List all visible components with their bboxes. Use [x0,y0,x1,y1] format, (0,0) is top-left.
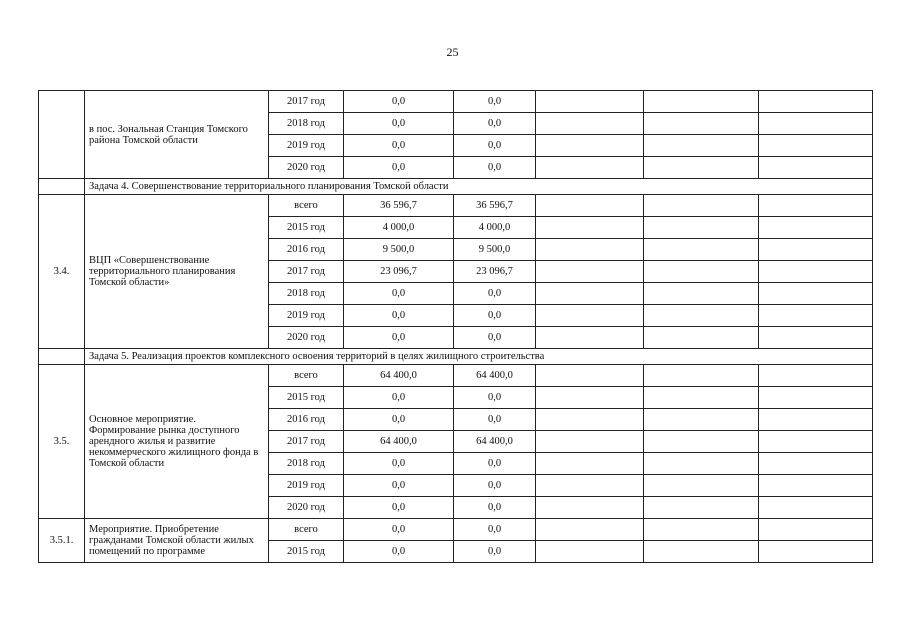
total-cell: 0,0 [344,519,454,541]
empty-cell [644,409,759,431]
empty-cell [759,305,873,327]
year-cell: 2017 год [269,431,344,453]
budget-cell: 0,0 [454,327,536,349]
task-title: Задача 5. Реализация проектов комплексного освоения территорий в целях жилищного строительства [85,349,873,365]
budget-cell: 9 500,0 [454,239,536,261]
budget-cell: 4 000,0 [454,217,536,239]
empty-cell [759,497,873,519]
item-name-cell: Основное мероприятие. Формирование рынка доступного арендного жилья и развитие некоммерческого жилищного фонда в Томской области [85,365,269,519]
empty-cell [536,497,644,519]
empty-cell [759,157,873,179]
empty-cell [644,113,759,135]
budget-cell: 0,0 [454,541,536,563]
item-number-cell: 3.5. [39,365,85,519]
empty-cell [644,327,759,349]
budget-cell: 36 596,7 [454,195,536,217]
year-cell: всего [269,195,344,217]
budget-table [38,90,873,563]
year-cell: 2016 год [269,409,344,431]
empty-cell [536,541,644,563]
total-cell: 0,0 [344,387,454,409]
year-cell: 2015 год [269,217,344,239]
total-cell: 0,0 [344,453,454,475]
empty-cell [644,217,759,239]
empty-cell [759,113,873,135]
budget-cell: 0,0 [454,409,536,431]
empty-cell [536,135,644,157]
budget-cell: 64 400,0 [454,365,536,387]
empty-cell [644,453,759,475]
total-cell: 64 400,0 [344,365,454,387]
empty-cell [644,157,759,179]
empty-cell [759,475,873,497]
empty-cell [644,261,759,283]
empty-cell [759,283,873,305]
empty-cell [536,261,644,283]
total-cell: 9 500,0 [344,239,454,261]
empty-cell [759,135,873,157]
budget-cell: 0,0 [454,497,536,519]
budget-cell: 0,0 [454,135,536,157]
year-cell: 2019 год [269,475,344,497]
empty-cell [644,365,759,387]
year-cell: 2019 год [269,305,344,327]
empty-cell [759,91,873,113]
year-cell: 2017 год [269,91,344,113]
budget-cell: 64 400,0 [454,431,536,453]
total-cell: 0,0 [344,135,454,157]
empty-cell [644,195,759,217]
task-title: Задача 4. Совершенствование территориального планирования Томской области [85,179,873,195]
empty-cell [536,305,644,327]
year-cell: 2018 год [269,113,344,135]
table-row [39,195,873,217]
empty-cell [536,365,644,387]
empty-cell [644,135,759,157]
empty-cell [759,409,873,431]
empty-cell [759,387,873,409]
year-cell: 2019 год [269,135,344,157]
total-cell: 0,0 [344,541,454,563]
empty-cell [644,283,759,305]
empty-cell [759,365,873,387]
budget-cell: 0,0 [454,519,536,541]
total-cell: 0,0 [344,305,454,327]
empty-cell [536,157,644,179]
year-cell: 2020 год [269,497,344,519]
total-cell: 0,0 [344,283,454,305]
total-cell: 0,0 [344,327,454,349]
empty-cell [644,305,759,327]
budget-cell: 23 096,7 [454,261,536,283]
page-number: 25 [446,45,459,59]
budget-cell: 0,0 [454,453,536,475]
year-cell: 2018 год [269,453,344,475]
total-cell: 0,0 [344,409,454,431]
item-number-cell: 3.4. [39,195,85,349]
task-row [39,179,873,195]
item-name-cell: ВЦП «Совершенствование территориального планирования Томской области» [85,195,269,349]
empty-cell [644,475,759,497]
empty-cell [536,519,644,541]
empty-cell [536,91,644,113]
year-cell: всего [269,365,344,387]
empty-cell [536,283,644,305]
empty-cell [644,239,759,261]
empty-cell [644,431,759,453]
empty-cell [759,327,873,349]
budget-cell: 0,0 [454,305,536,327]
empty-cell [759,431,873,453]
empty-cell [759,453,873,475]
year-cell: 2015 год [269,541,344,563]
year-cell: 2018 год [269,283,344,305]
year-cell: 2016 год [269,239,344,261]
item-number-cell: 3.5.1. [39,519,85,563]
total-cell: 36 596,7 [344,195,454,217]
total-cell: 64 400,0 [344,431,454,453]
empty-cell [759,519,873,541]
budget-cell: 0,0 [454,113,536,135]
total-cell: 0,0 [344,113,454,135]
empty-cell [644,91,759,113]
empty-cell [536,195,644,217]
empty-cell [39,349,85,365]
total-cell: 23 096,7 [344,261,454,283]
item-name-cell: в пос. Зональная Станция Томского района Томской области [85,91,269,179]
year-cell: всего [269,519,344,541]
empty-cell [536,239,644,261]
empty-cell [759,195,873,217]
empty-cell [536,387,644,409]
item-name-cell: Мероприятие. Приобретение гражданами Томской области жилых помещений по программе [85,519,269,563]
empty-cell [536,431,644,453]
empty-cell [759,541,873,563]
empty-cell [536,453,644,475]
empty-cell [39,179,85,195]
budget-cell: 0,0 [454,475,536,497]
budget-cell: 0,0 [454,387,536,409]
budget-cell: 0,0 [454,157,536,179]
empty-cell [644,387,759,409]
table-row [39,91,873,113]
empty-cell [536,327,644,349]
year-cell: 2015 год [269,387,344,409]
budget-cell: 0,0 [454,91,536,113]
empty-cell [536,113,644,135]
empty-cell [644,519,759,541]
empty-cell [536,409,644,431]
empty-cell [644,497,759,519]
empty-cell [644,541,759,563]
total-cell: 0,0 [344,157,454,179]
empty-cell [536,217,644,239]
task-row [39,349,873,365]
year-cell: 2020 год [269,157,344,179]
total-cell: 0,0 [344,497,454,519]
empty-cell [536,475,644,497]
item-number-cell [39,91,85,179]
total-cell: 0,0 [344,475,454,497]
table-row [39,519,873,541]
empty-cell [759,217,873,239]
year-cell: 2017 год [269,261,344,283]
table-row [39,365,873,387]
empty-cell [759,239,873,261]
total-cell: 4 000,0 [344,217,454,239]
total-cell: 0,0 [344,91,454,113]
empty-cell [759,261,873,283]
budget-cell: 0,0 [454,283,536,305]
year-cell: 2020 год [269,327,344,349]
